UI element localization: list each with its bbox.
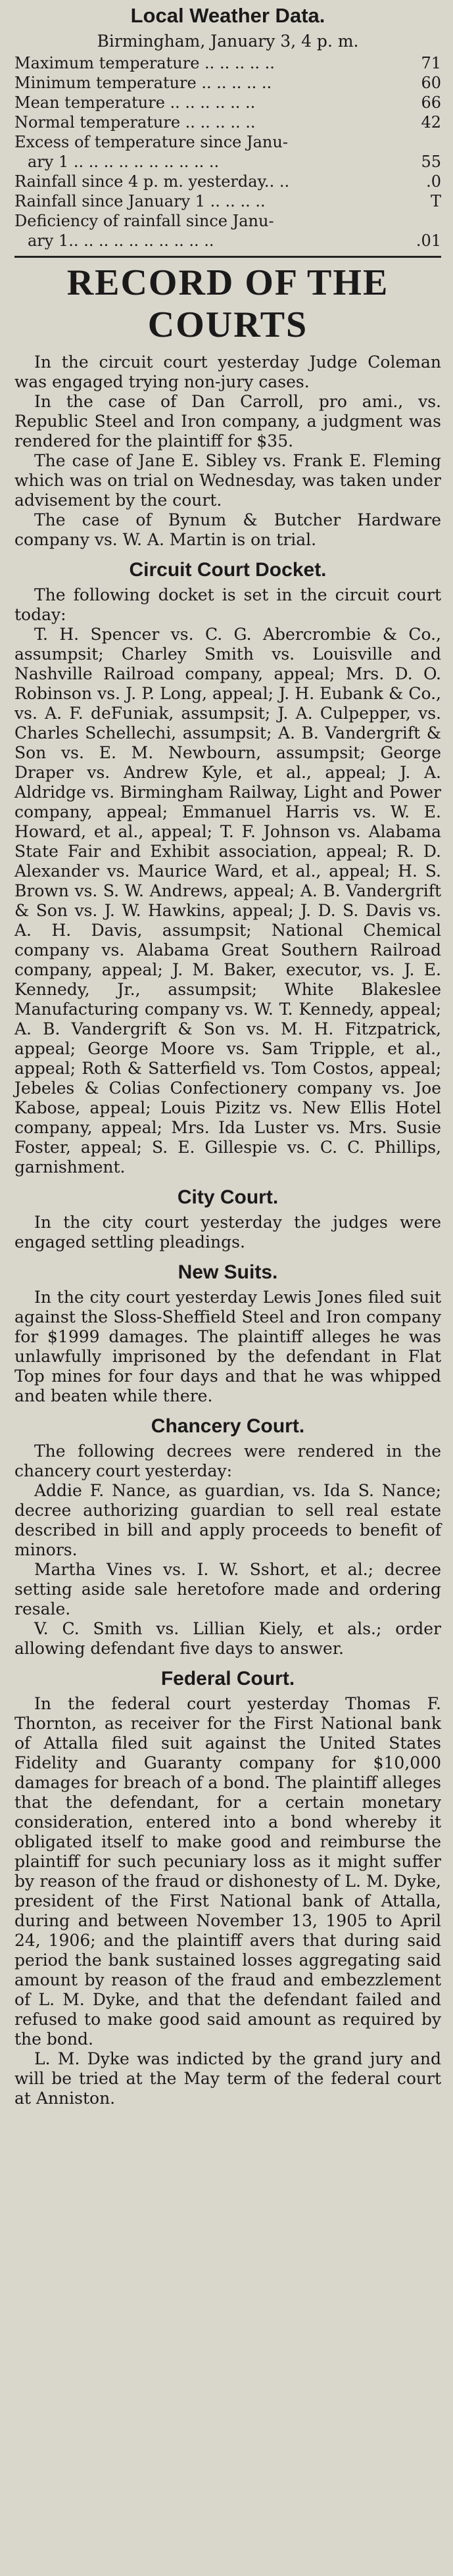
paragraph: L. M. Dyke was indicted by the grand jury and will be tried at the May term of the federal court at Anniston.: [14, 2049, 441, 2108]
city-court-body: [14, 1213, 441, 1252]
weather-label: Mean temperature .. .. .. .. .. ..: [14, 93, 256, 112]
chancery-court-heading: Chancery Court.: [151, 1415, 305, 1437]
weather-value: .01: [416, 231, 441, 250]
paragraph: V. C. Smith vs. Lillian Kiely, et als.; order allowing defendant five days to answer.: [14, 1619, 441, 1658]
federal-court-heading: Federal Court.: [160, 1668, 295, 1689]
paragraph: In the case of Dan Carroll, pro ami., vs. Republic Steel and Iron company, a judgment was rendered for the plaintiff for $35.: [14, 392, 441, 450]
circuit-docket-heading: Circuit Court Docket.: [129, 559, 327, 581]
record-intro: [14, 352, 441, 550]
weather-label: Normal temperature .. .. .. .. ..: [14, 113, 256, 132]
weather-title: Local Weather Data.: [130, 4, 325, 27]
weather-label: ary 1.. .. .. .. .. .. .. .. .. ..: [28, 231, 214, 250]
weather-value: 60: [421, 74, 441, 92]
paragraph: The following docket is set in the circuit court today:: [14, 585, 441, 624]
weather-value: [415, 211, 441, 231]
weather-row: [14, 191, 441, 211]
paragraph: Addie F. Nance, as guardian, vs. Ida S. Nance; decree authorizing guardian to sell real estate described in bill and apply proceeds to benefit of minors.: [14, 1481, 441, 1559]
weather-label: ary 1 .. .. .. .. .. .. .. .. .. ..: [28, 153, 220, 171]
paragraph: The following decrees were rendered in the chancery court yesterday:: [14, 1442, 441, 1480]
weather-row: [14, 112, 441, 132]
new-suits-heading: New Suits.: [178, 1261, 278, 1283]
circuit-docket-body: [14, 585, 441, 1177]
federal-court-body: [14, 1694, 441, 2108]
paragraph: In the circuit court yesterday Judge Coleman was engaged trying non-jury cases.: [14, 352, 441, 391]
weather-label: Deficiency of rainfall since Janu-: [14, 212, 274, 230]
weather-value: 55: [421, 153, 441, 171]
paragraph: The case of Jane E. Sibley vs. Frank E. Fleming which was on trial on Wednesday, was taken under advisement by the court.: [14, 451, 441, 510]
city-court-heading: City Court.: [177, 1186, 279, 1208]
weather-label: Maximum temperature .. .. .. .. ..: [14, 54, 275, 72]
paragraph: The case of Bynum & Butcher Hardware company vs. W. A. Martin is on trial.: [14, 510, 441, 549]
chancery-court-body: [14, 1442, 441, 1659]
weather-label: Rainfall since 4 p. m. yesterday.. ..: [14, 172, 290, 191]
page-title: RECORD OF THE COURTS: [66, 262, 389, 345]
paragraph: In the city court yesterday Lewis Jones filed suit against the Sloss-Sheffield Steel and Iron company for $1999 damages. The plaintiff alleges he was unlawfully imprisoned by the defendant in Flat Top mines for four days and that he was whipped and beaten while there.: [14, 1288, 441, 1405]
weather-value: [415, 132, 441, 152]
weather-label: Minimum temperature .. .. .. .. ..: [14, 74, 272, 92]
weather-row: [14, 152, 441, 172]
weather-value: 71: [421, 54, 441, 72]
weather-row: [14, 231, 441, 251]
weather-value: 42: [421, 113, 441, 132]
paragraph: In the city court yesterday the judges were engaged settling pleadings.: [14, 1213, 441, 1252]
new-suits-body: [14, 1288, 441, 1406]
weather-row: [14, 132, 441, 152]
weather-value: .0: [426, 172, 441, 191]
paragraph: In the federal court yesterday Thomas F. Thornton, as receiver for the First National bank of Attalla filed suit against the United States Fidelity and Guaranty company for $10,000 damages for breach of a bond. The plaintiff alleges that the defendant, for a certain monetary consideration, entered into a bond whereby it obligated itself to make good and reimburse the plaintiff for such pecuniary loss as it might suffer by reason of the fraud or dishonesty of L. M. Dyke, president of the First National bank of Attalla, during and between November 13, 1905 to April 24, 1906; and the plaintiff avers that during said period the bank sustained losses aggregating said amount by reason of the fraud and embezzlement of L. M. Dyke, and that the defendant failed and refused to make good said amount as required by the bond.: [14, 1694, 441, 2049]
weather-label: Rainfall since January 1 .. .. .. ..: [14, 192, 266, 210]
weather-row: [14, 73, 441, 93]
weather-value: T: [430, 192, 441, 210]
weather-value: 66: [421, 93, 441, 112]
weather-row: [14, 211, 441, 231]
weather-row: [14, 93, 441, 112]
weather-row: [14, 172, 441, 191]
paragraph: Martha Vines vs. I. W. Sshort, et al.; decree setting aside sale heretofore made and ordering resale.: [14, 1560, 441, 1618]
divider: [14, 256, 441, 258]
paragraph: T. H. Spencer vs. C. G. Abercrombie & Co., assumpsit; Charley Smith vs. Louisville and Nashville Railroad company, appeal; Mrs. D. O. Robinson vs. J. P. Long, appeal; J. H. Eubank & Co., vs. A. F. deFuniak, assumpsit; J. A. Culpepper, vs. Charles Schellechi, assumpsit; A. B. Vandergrift & Son vs. E. M. Newbourn, assumpsit; George Draper vs. Andrew Kyle, et al., appeal; J. A. Aldridge vs. Birmingham Railway, Light and Power company, appeal; Emmanuel Harris vs. W. E. Howard, et al., appeal; T. F. Johnson vs. Alabama State Fair and Exhibit association, appeal; R. D. Alexander vs. Maurice Ward, et al., appeal; H. S. Brown vs. S. W. Andrews, appeal; A. B. Vandergrift & Son vs. J. W. Hawkins, appeal; J. D. S. Davis vs. A. H. Davis, assumpsit; National Chemical company vs. Alabama Great Southern Railroad company, appeal; J. M. Baker, executor, vs. J. E. Kennedy, Jr., assumpsit; White Blakeslee Manufacturing company vs. W. T. Kennedy, appeal; A. B. Vandergrift & Son vs. M. H. Fitzpatrick, appeal; George Moore vs. Sam Tripple, et al., appeal; Roth & Satterfield vs. Tom Costos, appeal; Jebeles & Colias Confectionery company vs. Joe Kabose, appeal; Louis Pizitz vs. New Ellis Hotel company, appeal; Mrs. Ida Luster vs. Mrs. Susie Foster, appeal; S. E. Gillespie vs. C. C. Phillips, garnishment.: [14, 625, 441, 1177]
weather-table: [14, 53, 441, 251]
weather-label: Excess of temperature since Janu-: [14, 133, 288, 151]
weather-row: [14, 53, 441, 73]
weather-date: Birmingham, January 3, 4 p. m.: [97, 32, 359, 51]
